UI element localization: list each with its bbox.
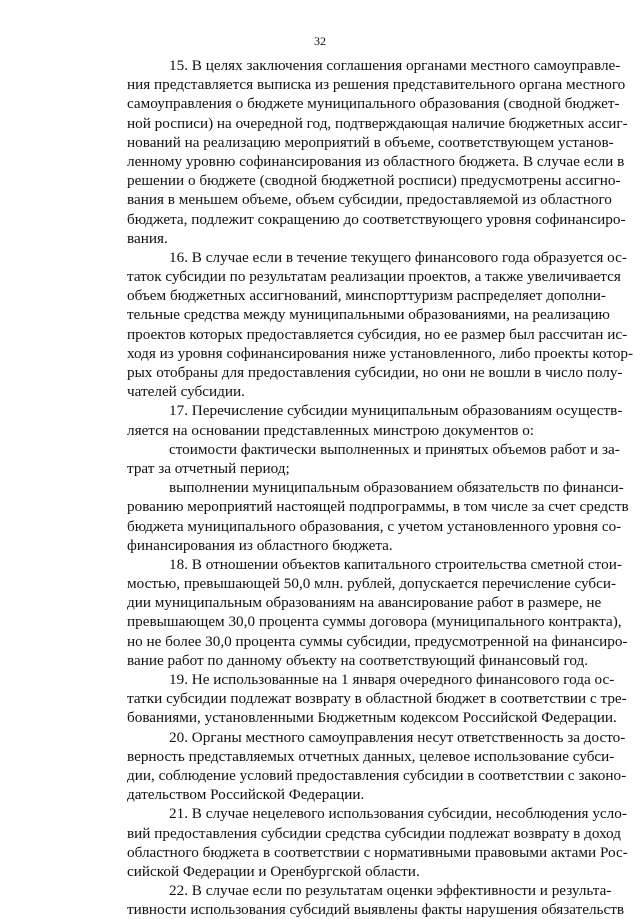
paragraph bbox=[85, 881, 625, 919]
paragraph-line: ходя из уровня софинансирования ниже установленного, либо проекты котор- bbox=[127, 344, 634, 362]
paragraph bbox=[85, 670, 627, 728]
paragraph bbox=[85, 804, 628, 881]
paragraph-line: дии муниципальным образованиям на авансирование работ в размере, не bbox=[127, 594, 602, 612]
paragraph bbox=[85, 728, 627, 805]
paragraph-line: бюджета муниципального образования, с учетом установленного уровня со- bbox=[127, 517, 622, 535]
paragraph-line: дательством Российской Федерации. bbox=[127, 786, 365, 804]
paragraph-line: рых отобраны для предоставления субсидии, но они не вошли в число полу- bbox=[127, 364, 623, 381]
paragraph bbox=[85, 440, 620, 478]
paragraph bbox=[85, 401, 623, 439]
paragraph-line: объем бюджетных ассигнований, минспорттуризм распределяет дополни- bbox=[127, 287, 606, 305]
paragraph-line: ной росписи) на очередной год, подтверждающая наличие бюджетных ассиг- bbox=[127, 114, 628, 132]
paragraph-line: 17. Перечисление субсидии муниципальным образованиям осуществ- bbox=[169, 402, 623, 420]
paragraph-line: ляется на основании представленных минстрою документов о: bbox=[127, 421, 535, 439]
paragraph-line: решении о бюджете (сводной бюджетной росписи) предусмотрены ассигно- bbox=[127, 172, 621, 190]
paragraph-line: вий предоставления субсидии средства субсидии подлежат возврату в доход bbox=[127, 824, 621, 842]
paragraph-line: трат за отчетный период; bbox=[127, 459, 290, 477]
paragraph-line: 16. В случае если в течение текущего финансового года образуется ос- bbox=[169, 248, 627, 266]
paragraph-line: дии, соблюдение условий предоставления субсидии в соответствии с законо- bbox=[127, 766, 627, 784]
paragraph-line: бованиями, установленными Бюджетным кодексом Российской Федерации. bbox=[127, 709, 617, 727]
paragraph-line: выполнении муниципальным образованием обязательств по финанси- bbox=[169, 479, 624, 497]
paragraph bbox=[85, 56, 628, 248]
paragraph-line: ния представляется выписка из решения представительного органа местного bbox=[127, 76, 626, 94]
paragraph-line: вания в меньшем объеме, объем субсидии, предоставляемой из областного bbox=[127, 191, 612, 209]
paragraph-line: проектов которых предоставляется субсидия, но ее размер был рассчитан ис- bbox=[127, 325, 628, 343]
paragraph-line: татки субсидии подлежат возврату в областной бюджет в соответствии с тре- bbox=[127, 690, 627, 708]
paragraph bbox=[85, 555, 628, 670]
paragraph-line: ленному уровню софинансирования из областного бюджета. В случае если в bbox=[127, 152, 625, 170]
page-number: 32 bbox=[314, 34, 326, 48]
paragraph-line: 22. В случае если по результатам оценки эффективности и результа- bbox=[169, 882, 612, 900]
paragraph-line: 19. Не использованные на 1 января очередного финансового года ос- bbox=[169, 671, 615, 688]
paragraph-line: тельные средства между муниципальными образованиями, на реализацию bbox=[127, 306, 610, 324]
paragraph-line: чателей субсидии. bbox=[127, 383, 245, 401]
paragraph-line: тивности использования субсидий выявлены факты нарушения обязательств bbox=[127, 901, 625, 919]
paragraph-line: 21. В случае нецелевого использования субсидии, несоблюдения усло- bbox=[169, 805, 627, 823]
paragraph-line: мостью, превышающей 50,0 млн. рублей, допускается перечисление субси- bbox=[127, 575, 617, 593]
paragraph-line: но не более 30,0 процента суммы субсидии, предусмотренной на финансиро- bbox=[127, 632, 628, 650]
document-body bbox=[85, 56, 634, 919]
paragraph bbox=[85, 248, 634, 402]
paragraph-line: 15. В целях заключения соглашения органами местного самоуправле- bbox=[169, 57, 621, 74]
paragraph-line: стоимости фактически выполненных и принятых объемов работ и за- bbox=[169, 440, 620, 458]
paragraph bbox=[85, 478, 629, 555]
paragraph-line: 18. В отношении объектов капитального строительства сметной стои- bbox=[169, 555, 622, 573]
paragraph-line: самоуправления о бюджете муниципального образования (сводной бюджет- bbox=[127, 95, 620, 113]
paragraph-line: 20. Органы местного самоуправления несут ответственность за досто- bbox=[169, 728, 626, 746]
paragraph-line: таток субсидии по результатам реализации проектов, а также увеличивается bbox=[127, 268, 621, 286]
paragraph-line: верность представляемых отчетных данных, целевое использование субси- bbox=[127, 747, 615, 765]
paragraph-line: нований на реализацию мероприятий в объеме, соответствующем установ- bbox=[127, 133, 614, 151]
paragraph-line: областного бюджета в соответствии с нормативными правовыми актами Рос- bbox=[127, 843, 628, 861]
paragraph-line: рованию мероприятий настоящей подпрограммы, в том числе за счет средств bbox=[127, 498, 629, 516]
paragraph-line: бюджета, подлежит сокращению до соответствующего уровня софинансиро- bbox=[127, 210, 626, 228]
paragraph-line: вания. bbox=[127, 229, 168, 247]
paragraph-line: превышающем 30,0 процента суммы договора (муниципального контракта), bbox=[127, 613, 622, 631]
paragraph-line: финансирования из областного бюджета. bbox=[127, 536, 393, 554]
paragraph-line: сийской Федерации и Оренбургской области. bbox=[127, 862, 420, 880]
paragraph-line: вание работ по данному объекту на соответствующий финансовый год. bbox=[127, 651, 589, 669]
